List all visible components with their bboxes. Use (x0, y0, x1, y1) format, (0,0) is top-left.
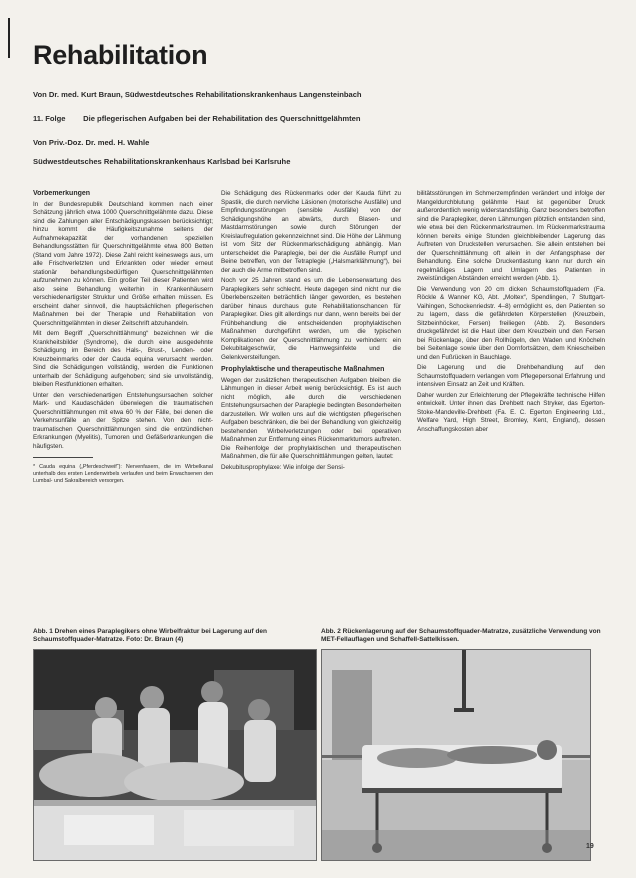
column-1 (33, 190, 213, 606)
series-line: Von Dr. med. Kurt Braun, Südwestdeutsches Rehabilitationskrankenhaus Langensteinbach (33, 90, 362, 99)
episode-title: Die pflegerischen Aufgaben bei der Rehabilitation des Querschnittgelähmten (83, 114, 361, 123)
footnote-rule (33, 457, 93, 458)
column-3 (417, 190, 605, 606)
column-2 (221, 190, 401, 606)
episode-label: 11. Folge (33, 114, 66, 123)
column-2-paragraph: Noch vor 25 Jahren stand es um die Lebenserwartung des Paraplegikers sehr schlecht. Heute dagegen sind nicht nur die Überlebenszeiten beträchtlich länger geworden, es bestehen darüber hinaus durchaus gute Rehabilitationschancen für Paraplegiker. Dies gilt allerdings nur dann, wenn bereits bei der Frühbehandlung die entscheidenden prophylaktischen Maßnahmen durchgeführt werden, um die typischen Komplikationen der Querschnittlähmung zu verhindern: ein Dekubitalgeschwür, die Harnwegsinfekte und die Gelenkversteifungen. (221, 277, 401, 361)
article-body (33, 190, 607, 606)
author-line: Von Priv.-Doz. Dr. med. H. Wahle (33, 138, 150, 147)
column-2-paragraph: Dekubitusprophylaxe: Wie infolge der Sensi- (221, 463, 345, 471)
column-3-paragraph: Daher wurden zur Erleichterung der Pflegekräfte technische Hilfen entwickelt. Unter ihnen das Drehbett nach Stryker, das Egerton-Stoke-Mandeville-Drehbett (Fa. E. C. Egerton Engineering Ltd., Welfare Yard, High Street, Bromley, Kent, England), dessen Anschaffungskosten aber (417, 391, 605, 433)
column-3-paragraph: bilitätsstörungen im Schmerzempfinden verändert und infolge der Mangeldurchblutung gelähmte Haut ist gegenüber Druck außerordentlich wenig widerstandsfähig. Ganz besonders betroffen sind die Paraplegiker, deren Lähmungen plötzlich entstanden sind, wie etwa bei den Rückenmarkstraumen. Im Rückenmarkstrauma können bereits einige Stunden gleichbleibender Lagerung das Auftreten von Druckstellen verursachen. Sie allein entstehen bei der Querschnittlähmung oft allein in der Anfangsphase der Behandlung. Eine solche Druckentlastung kann nur durch ein regelmäßiges Lagern und Umlagern des Patienten in zweistündigen Abständen erreicht werden (Abb. 1). (417, 190, 605, 282)
page-number: 19 (586, 843, 594, 850)
article-title: Rehabilitation (33, 40, 208, 70)
figure-2-photo (321, 649, 591, 861)
column-2-paragraph: Die Schädigung des Rückenmarks oder der Kauda führt zu Spastik, die durch nervliche Läsionen (motorische Ausfälle) und Empfindungsstörungen (sensible Ausfälle) von der Schädigungshöhe an abwärts, durch Blasen- und Mastdarmstörungen sowie durch Störungen der Kreislaufregulation gekennzeichnet sind. Die Höhe der Lähmung ist vom Sitz der Rückenmarkschädigung abhängig. Man unterscheidet die Paraplegie, bei der die Ausfälle Rumpf und Beine betreffen, von der Tetraplegie („Halsmarklähmung“), bei der auch die Arme mitbetroffen sind. (221, 190, 401, 274)
section-heading-measures: Prophylaktische und therapeutische Maßnahmen (221, 366, 385, 373)
page-edge-mark (8, 18, 10, 58)
episode-line (33, 114, 361, 123)
column-3-paragraph: Die Lagerung und die Drehbehandlung auf den Schaumstoffquadern verlangen vom Pflegepersonal Erfahrung und intensiven Einsatz an Zeit und Kräften. (417, 364, 605, 388)
column-1-paragraph: Mit dem Begriff „Querschnittlähmung“ bezeichnen wir die Krankheitsbilder (Syndrome), die durch eine ausgedehnte Schädigung im Bereich des Hals-, Brust-, Lenden- oder Kreuzbeinmarks oder der Cauda equina verursacht werden. Sind die Schädigungen vollständig, werden die Funktionen unterhalb der Schädigung aufgehoben; sind sie unvollständig, bleiben Restfunktionen erhalten. (33, 330, 213, 388)
figure-1-photo (33, 649, 317, 861)
photo-nurses-turning-patient (34, 650, 316, 860)
section-heading-preliminary: Vorbemerkungen (33, 190, 91, 197)
column-1-paragraph: In der Bundesrepublik Deutschland kommen nach einer Schätzung jährlich etwa 1000 Querschnittgelähmte dazu. Diese sind die Zahlungen aller Entschädigungskassen berücksichtigt; hinzu kommt die Häufigkeitszunahme seitens der Aufnahmekapazität der vorhandenen speziellen Behandlungsstätten für Querschnittgelähmte etwa 800 Betten (Stand vom Jahre 1972). Diese Zahl reicht keineswegs aus, um alle Frischverletzten und Erkrankten oder wieder erneut stationär behandlungsbedürftigen Querschnittgelähmten aufzunehmen zu können. Ein großer Teil dieser Patienten wird also seine Behandlung weiterhin in Krankenhäusern verschiedenartigster Struktur und Größe erhalten müssen. Es erscheint daher sinnvoll, die hauptsächlichen pflegerischen Maßnahmen bei der Therapie und Rehabilitation von Querschnittgelähmten in dieser Zeitschrift abzuhandeln. (33, 200, 213, 327)
figure-1-caption: Abb. 1 Drehen eines Paraplegikers ohne Wirbelfraktur bei Lagerung auf den Schaumstoffquader-Matratze. Foto: Dr. Braun (4) (33, 628, 267, 644)
column-3-paragraph: Die Verwendung von 20 cm dicken Schaumstoffquadern (Fa. Röckle & Wanner KG, Abt. „Moltex“, Spendlingen, 7 Stuttgart-Vaihingen, Schockenriedstr. 4–8) ermöglicht es, den Patienten so zu lagern, dass die gefährdeten Körperstellen (Kreuzbein, Sitzbeinhöcker, Fersen) freiliegen (Abb. 2). Besonders druckgefährdet ist die Haut über dem Kreuzbein und den Fersen bei Rückenlage, über den Rollhügeln, den Waden und Knöcheln bei Seitenlage sowie über den Dornfortsätzen, dem Kniescheiben und den Fußrücken in Bauchlage. (417, 285, 605, 361)
footnote: * Cauda equina („Pferdeschweif“): Nervenfasern, die im Wirbelkanal unterhalb des ersten Lendenwirbels verlaufen und beim Erwachsenen den Lumbal- und Sakralbereich versorgen. (33, 464, 213, 484)
column-2-paragraph: Wegen der zusätzlichen therapeutischen Aufgaben bleiben die Lähmungen in dieser Arbeit wenig berücksichtigt. Es ist auch nicht möglich, alle durch die verschiedenen Entstehungsursachen der Paraplegie bedingten Besonderheiten darzustellen. Wir wollen uns auf die wichtigsten pflegerischen Aufgaben beschränken, die bei der Behandlung von gleichzeitig bestehenden Wirbelverletzungen oder bei operativen Maßnahmen zur Entfernung eines Rückenmarktumors auftreten. Die Reihenfolge der prophylaktischen und therapeutischen Maßnahmen, die für alle Querschnittlähmungen gelten, lautet: (221, 376, 401, 460)
figure-2-caption: Abb. 2 Rückenlagerung auf der Schaumstoffquader-Matratze, zusätzliche Verwendung von MET-Fellauflagen und Schaffell-Sattelkissen. (321, 628, 601, 644)
institution-line: Südwestdeutsches Rehabilitationskrankenhaus Karlsbad bei Karlsruhe (33, 157, 291, 166)
photo-patient-on-foam-mattress (322, 650, 590, 860)
column-1-paragraph: Unter den verschiedenartigen Entstehungsursachen solcher Mark- und Kaudaschäden überwiegen die traumatischen Querschnittlähmungen mit etwa 60 % der Fälle, bei denen die Verkehrsunfälle an der Spitze stehen. Von den nicht-traumatischen Querschnittlähmungen sind die entzündlichen Erkrankungen (Myelitis), Tumoren und Gefäßerkrankungen die häufigsten. (33, 391, 213, 450)
